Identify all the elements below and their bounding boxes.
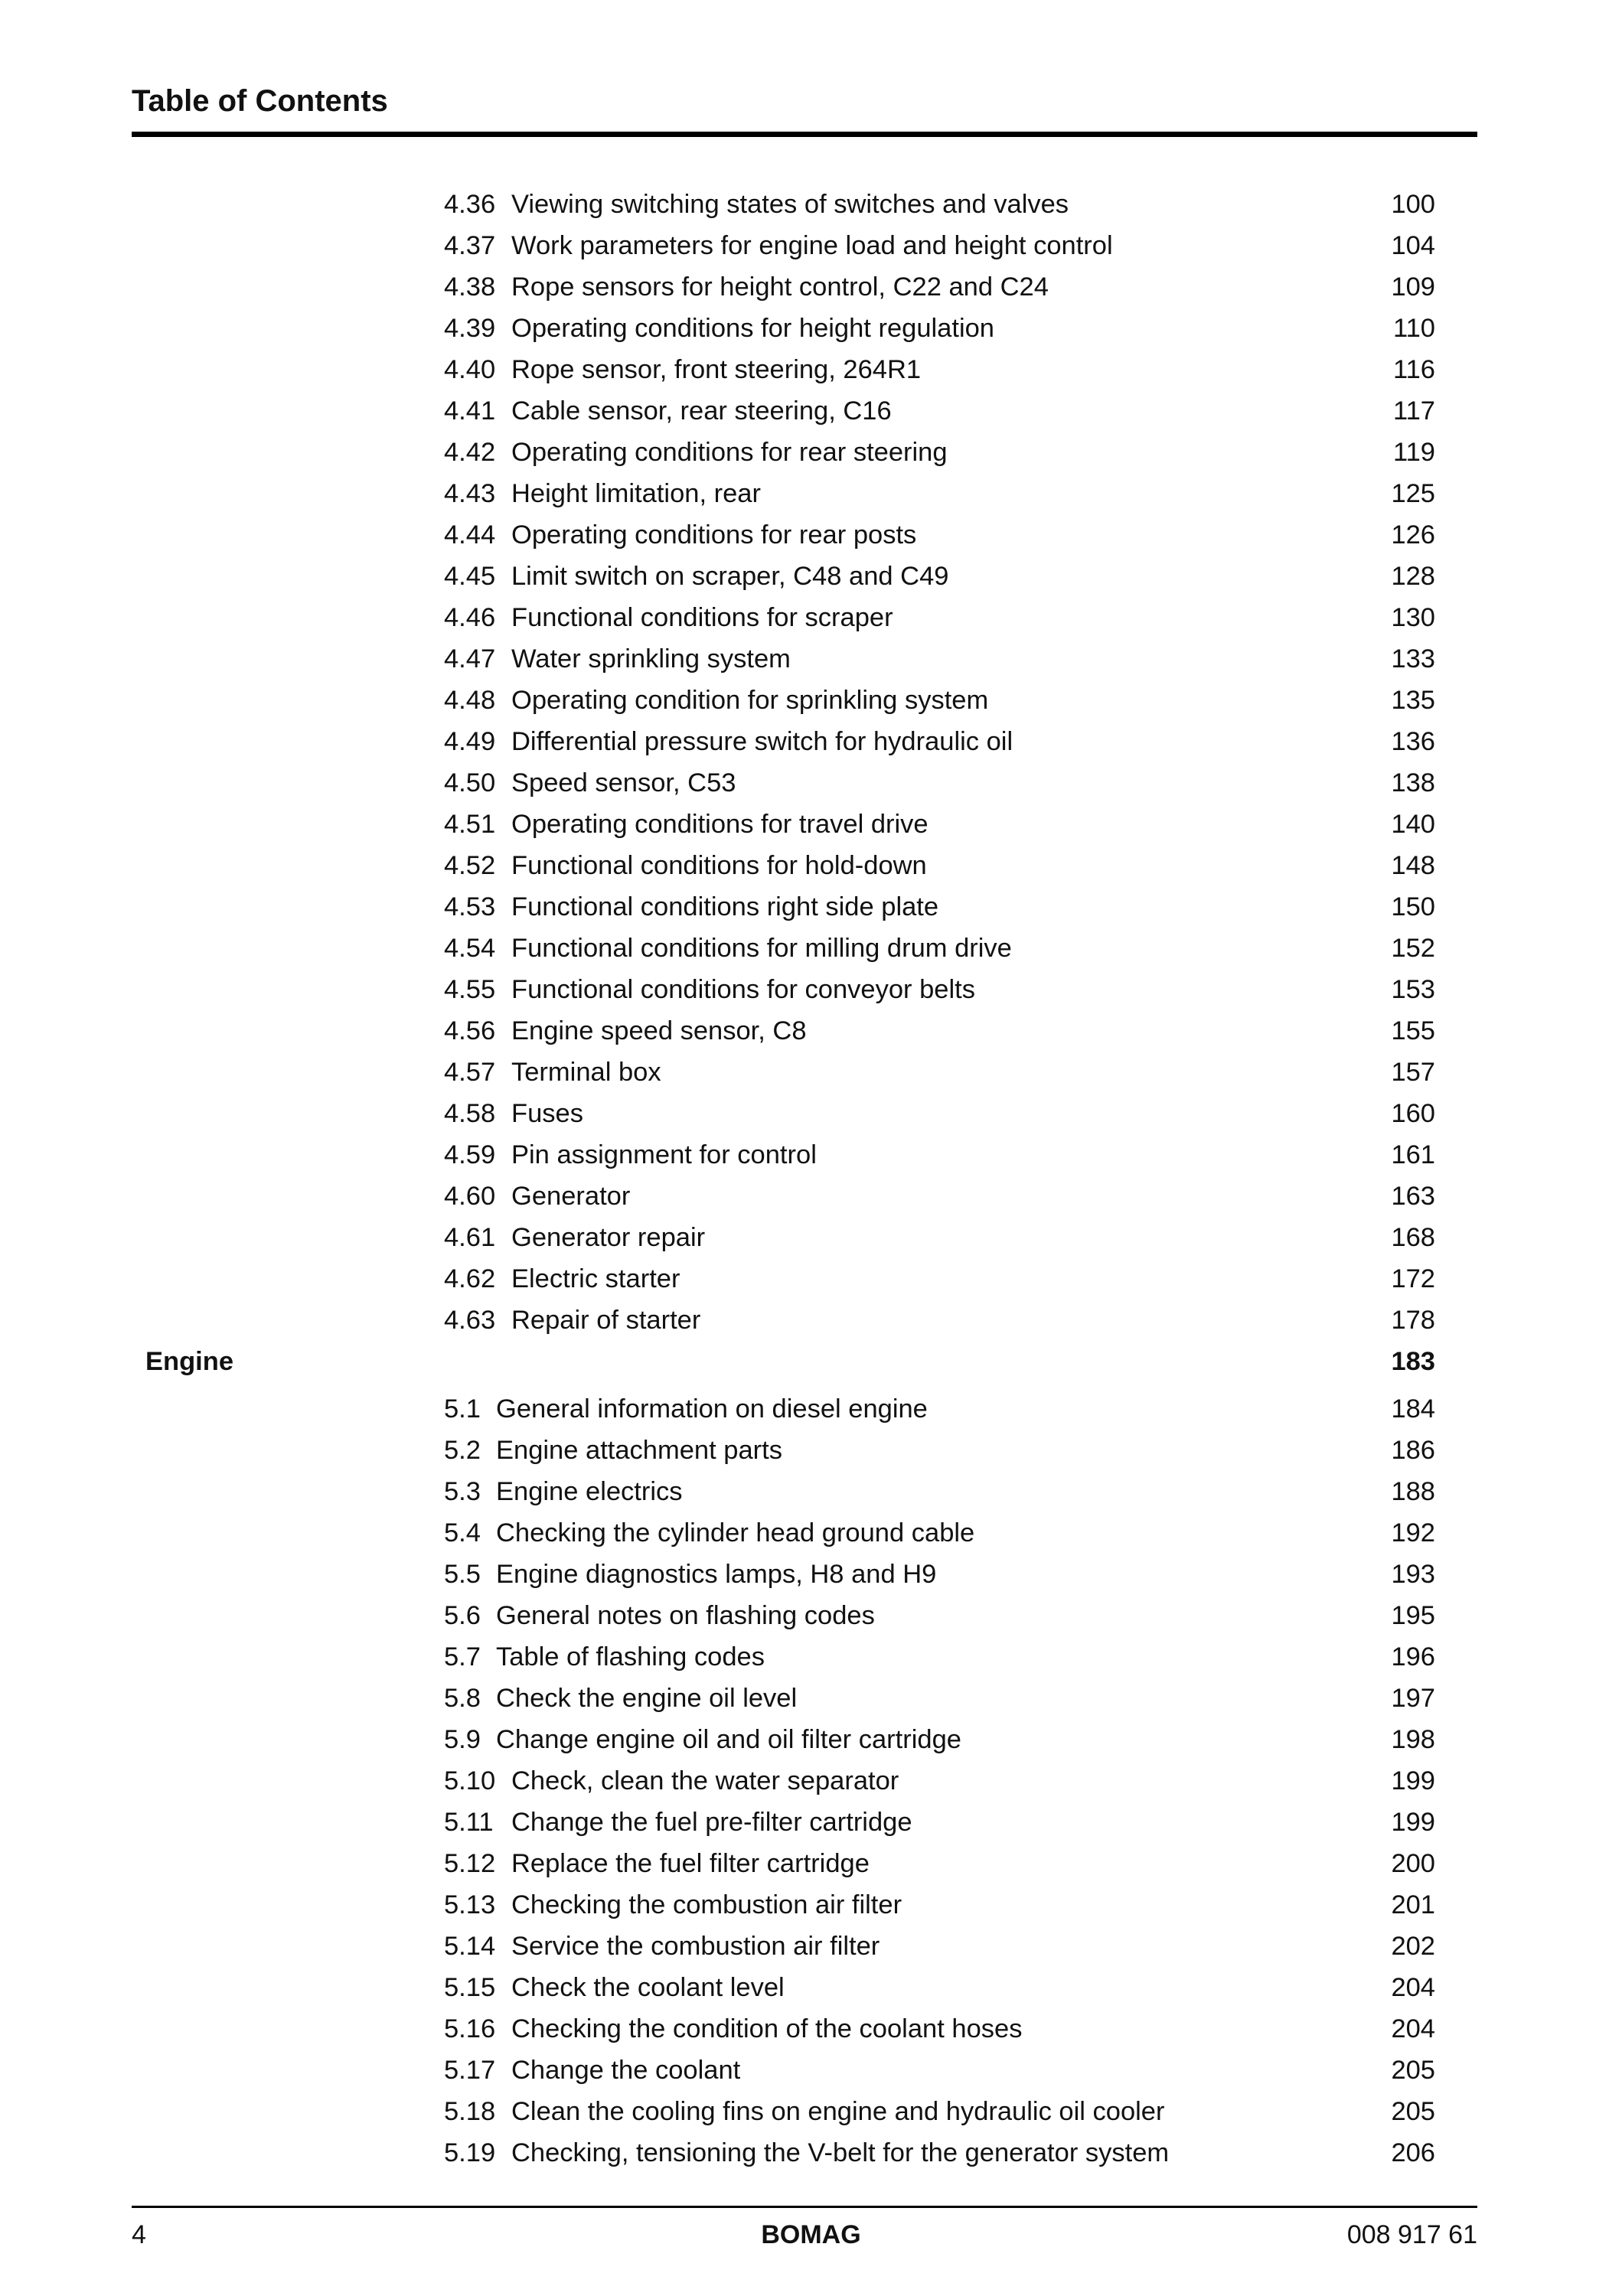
toc-entry-number: 5.10	[444, 1766, 496, 1795]
toc-entry[interactable]	[0, 432, 1622, 473]
toc-entry-title: Change the fuel pre-filter cartridge	[511, 1808, 912, 1837]
toc-entry-page: 157	[1391, 1058, 1435, 1087]
toc-entry-title: Check the engine oil level	[496, 1684, 798, 1713]
toc-entry[interactable]	[0, 1802, 1622, 1843]
toc-entry-page: 140	[1391, 810, 1435, 839]
toc-entry-number: 4.39	[444, 314, 496, 343]
toc-entry-number: 4.55	[444, 975, 496, 1004]
toc-entry[interactable]	[0, 969, 1622, 1010]
toc-entry[interactable]	[0, 349, 1622, 390]
toc-entry[interactable]	[0, 1884, 1622, 1926]
toc-entry[interactable]	[0, 1134, 1622, 1176]
toc-entry-number: 4.50	[444, 768, 496, 797]
toc-entry-page: 196	[1391, 1642, 1435, 1671]
toc-entry-title: Change engine oil and oil filter cartridge	[496, 1725, 961, 1754]
toc-entry-page: 186	[1391, 1436, 1435, 1465]
toc-entry-page: 100	[1391, 190, 1435, 219]
toc-entry[interactable]	[0, 1636, 1622, 1678]
toc-entry-page: 193	[1391, 1560, 1435, 1589]
toc-entry-page: 153	[1391, 975, 1435, 1004]
toc-entry-number: 4.48	[444, 686, 496, 715]
toc-entry-page: 117	[1392, 396, 1435, 426]
toc-entry[interactable]	[0, 390, 1622, 432]
toc-entry-page: 161	[1391, 1140, 1435, 1169]
toc-entry[interactable]	[0, 473, 1622, 514]
toc-entry-title: Terminal box	[511, 1058, 661, 1087]
toc-entry-number: 4.40	[444, 355, 496, 384]
toc-chapter-entry[interactable]	[0, 1341, 1622, 1382]
toc-entry-page: 148	[1391, 851, 1435, 880]
toc-entry-page: 133	[1391, 644, 1435, 673]
toc-entry-page: 150	[1391, 892, 1435, 921]
toc-entry-number: 5.7	[444, 1642, 481, 1671]
toc-entry[interactable]	[0, 2050, 1622, 2091]
toc-entry-page: 202	[1391, 1932, 1435, 1961]
toc-entry-number: 5.14	[444, 1932, 496, 1961]
toc-entry-number: 4.58	[444, 1099, 496, 1128]
toc-entry-title: Checking, tensioning the V-belt for the generator system	[511, 2138, 1170, 2167]
toc-entry-number: 4.43	[444, 479, 496, 508]
toc-entry-number: 4.47	[444, 644, 496, 673]
toc-entry-number: 4.36	[444, 190, 496, 219]
toc-entry-number: 4.63	[444, 1306, 496, 1335]
toc-entry[interactable]	[0, 225, 1622, 266]
toc-entry-title: Engine speed sensor, C8	[511, 1016, 807, 1045]
toc-entry-number: 5.11	[444, 1808, 494, 1837]
toc-entry[interactable]	[0, 308, 1622, 349]
toc-entry-title: Checking the cylinder head ground cable	[496, 1518, 975, 1548]
toc-entry-title: Repair of starter	[511, 1306, 701, 1335]
toc-entry-number: 5.4	[444, 1518, 481, 1548]
toc-entry[interactable]	[0, 1430, 1622, 1471]
toc-entry-number: 5.16	[444, 2014, 496, 2043]
footer-brand: BOMAG	[761, 2220, 861, 2249]
toc-entry-number: 4.59	[444, 1140, 496, 1169]
toc-entry-page: 138	[1391, 768, 1435, 797]
toc-entry-page: 110	[1392, 314, 1435, 343]
toc-entry-number: 5.13	[444, 1890, 496, 1919]
toc-entry-title: Functional conditions right side plate	[511, 892, 939, 921]
toc-entry-page: 130	[1391, 603, 1435, 632]
toc-entry-number: 5.15	[444, 1973, 496, 2002]
footer-page-number: 4	[132, 2220, 146, 2249]
toc-entry-page: 119	[1392, 438, 1435, 467]
toc-entry[interactable]	[0, 1926, 1622, 1967]
toc-entry-title: Differential pressure switch for hydraulic oil	[511, 727, 1013, 756]
toc-entry[interactable]	[0, 1217, 1622, 1258]
toc-entry-title: Operating conditions for height regulation	[511, 314, 994, 343]
toc-entry[interactable]	[0, 1471, 1622, 1512]
toc-entry-title: Pin assignment for control	[511, 1140, 817, 1169]
toc-entry-title: Functional conditions for conveyor belts	[511, 975, 975, 1004]
toc-entry[interactable]	[0, 886, 1622, 928]
toc-entry-title: Table of flashing codes	[496, 1642, 765, 1671]
toc-entry-number: 5.9	[444, 1725, 481, 1754]
toc-entry[interactable]	[0, 1719, 1622, 1760]
toc-entry-number: 4.41	[444, 396, 496, 426]
toc-entry-title: Functional conditions for hold-down	[511, 851, 927, 880]
toc-entry[interactable]	[0, 1258, 1622, 1300]
toc-entry[interactable]	[0, 266, 1622, 308]
toc-entry-number: 4.45	[444, 562, 496, 591]
toc-entry-page: 163	[1391, 1182, 1435, 1211]
toc-entry-page: 206	[1391, 2138, 1435, 2167]
toc-entry-number: 4.42	[444, 438, 496, 467]
toc-entry-title: Operating conditions for travel drive	[511, 810, 928, 839]
toc-entry-title: Operating condition for sprinkling system	[511, 686, 989, 715]
toc-chapter-page: 183	[1391, 1347, 1435, 1376]
toc-entry[interactable]	[0, 1678, 1622, 1719]
toc-entry-number: 5.3	[444, 1477, 481, 1506]
toc-entry[interactable]	[0, 1967, 1622, 2008]
toc-entry-title: Cable sensor, rear steering, C16	[511, 396, 892, 426]
toc-entry-number: 5.18	[444, 2097, 496, 2126]
toc-entry-number: 4.38	[444, 272, 496, 302]
toc-entry[interactable]	[0, 721, 1622, 762]
toc-entry-number: 4.61	[444, 1223, 496, 1252]
toc-entry-title: Clean the cooling fins on engine and hydraulic oil cooler	[511, 2097, 1165, 2126]
toc-entry-title: Engine electrics	[496, 1477, 683, 1506]
toc-entry[interactable]	[0, 1052, 1622, 1093]
toc-entry[interactable]	[0, 1010, 1622, 1052]
toc-entry[interactable]	[0, 1843, 1622, 1884]
toc-entry-number: 4.51	[444, 810, 496, 839]
toc-entry-title: Functional conditions for milling drum drive	[511, 934, 1012, 963]
toc-chapter-title: Engine	[145, 1347, 234, 1376]
toc-entry-number: 5.8	[444, 1684, 481, 1713]
toc-entry-title: Rope sensors for height control, C22 and C24	[511, 272, 1049, 302]
toc-entry-page: 197	[1391, 1684, 1435, 1713]
toc-entry-page: 200	[1391, 1849, 1435, 1878]
toc-entry[interactable]	[0, 2091, 1622, 2132]
toc-entry-title: Work parameters for engine load and height control	[511, 231, 1113, 260]
toc-entry-page: 126	[1391, 520, 1435, 550]
toc-entry-page: 109	[1391, 272, 1435, 302]
toc-entry-title: Height limitation, rear	[511, 479, 761, 508]
toc-entry-title: Replace the fuel filter cartridge	[511, 1849, 870, 1878]
toc-entry-page: 204	[1391, 2014, 1435, 2043]
toc-entry-page: 205	[1391, 2097, 1435, 2126]
toc-entry-number: 4.44	[444, 520, 496, 550]
toc-entry-page: 155	[1391, 1016, 1435, 1045]
toc-entry-title: Electric starter	[511, 1264, 680, 1293]
toc-entry-title: Fuses	[511, 1099, 583, 1128]
toc-entry-page: 168	[1391, 1223, 1435, 1252]
toc-entry-number: 4.52	[444, 851, 496, 880]
toc-entry-number: 5.1	[444, 1394, 481, 1424]
toc-entry-title: Rope sensor, front steering, 264R1	[511, 355, 922, 384]
toc-entry[interactable]	[0, 928, 1622, 969]
toc-entry[interactable]	[0, 680, 1622, 721]
toc-entry[interactable]	[0, 845, 1622, 886]
toc-entry-page: 172	[1391, 1264, 1435, 1293]
toc-entry-title: General notes on flashing codes	[496, 1601, 875, 1630]
toc-entry-page: 152	[1391, 934, 1435, 963]
toc-entry[interactable]	[0, 1176, 1622, 1217]
toc-entry-number: 5.6	[444, 1601, 481, 1630]
footer-divider	[132, 2206, 1477, 2208]
toc-entry-page: 192	[1391, 1518, 1435, 1548]
toc-entry-number: 5.2	[444, 1436, 481, 1465]
toc-entry-title: Limit switch on scraper, C48 and C49	[511, 562, 949, 591]
toc-entry[interactable]	[0, 1760, 1622, 1802]
toc-entry[interactable]	[0, 1388, 1622, 1430]
toc-entry-page: 104	[1391, 231, 1435, 260]
toc-entry-number: 4.37	[444, 231, 496, 260]
toc-entry[interactable]	[0, 184, 1622, 225]
toc-entry[interactable]	[0, 762, 1622, 804]
toc-entry-number: 4.46	[444, 603, 496, 632]
toc-entry-page: 188	[1391, 1477, 1435, 1506]
toc-entry-page: 195	[1391, 1601, 1435, 1630]
toc-entry[interactable]	[0, 597, 1622, 638]
toc-entry[interactable]	[0, 1595, 1622, 1636]
toc-entry-page: 199	[1391, 1808, 1435, 1837]
toc-entry-title: Change the coolant	[511, 2056, 741, 2085]
toc-entry-number: 4.56	[444, 1016, 496, 1045]
toc-entry-title: Service the combustion air filter	[511, 1932, 880, 1961]
toc-entry[interactable]	[0, 638, 1622, 680]
toc-entry-page: 205	[1391, 2056, 1435, 2085]
toc-entry-page: 199	[1391, 1766, 1435, 1795]
toc-entry-number: 5.12	[444, 1849, 496, 1878]
toc-entry-number: 4.62	[444, 1264, 496, 1293]
toc-entry[interactable]	[0, 556, 1622, 597]
toc-entry-number: 5.5	[444, 1560, 481, 1589]
toc-entry-number: 5.19	[444, 2138, 496, 2167]
toc-entry-page: 128	[1391, 562, 1435, 591]
toc-entry[interactable]	[0, 804, 1622, 845]
toc-entry[interactable]	[0, 1300, 1622, 1341]
toc-entry-page: 198	[1391, 1725, 1435, 1754]
toc-entry-title: Checking the condition of the coolant hoses	[511, 2014, 1023, 2043]
toc-entry-title: Functional conditions for scraper	[511, 603, 893, 632]
toc-entry-title: Check, clean the water separator	[511, 1766, 899, 1795]
footer-document-number: 008 917 61	[1346, 2220, 1477, 2249]
toc-entry-number: 4.60	[444, 1182, 496, 1211]
toc-entry-title: Generator repair	[511, 1223, 706, 1252]
toc-entry[interactable]	[0, 2132, 1622, 2174]
toc-entry-number: 4.57	[444, 1058, 496, 1087]
toc-entry-number: 4.53	[444, 892, 496, 921]
toc-entry-page: 201	[1391, 1890, 1435, 1919]
toc-entry-number: 4.49	[444, 727, 496, 756]
toc-entry-title: Engine diagnostics lamps, H8 and H9	[496, 1560, 937, 1589]
toc-entry[interactable]	[0, 1554, 1622, 1595]
toc-entry-number: 5.17	[444, 2056, 496, 2085]
toc-entry-title: Viewing switching states of switches and valves	[511, 190, 1069, 219]
toc-entry-page: 204	[1391, 1973, 1435, 2002]
toc-entry-title: Operating conditions for rear posts	[511, 520, 917, 550]
toc-entry-title: Operating conditions for rear steering	[511, 438, 948, 467]
toc-entry-title: Engine attachment parts	[496, 1436, 782, 1465]
toc-entry-title: Generator	[511, 1182, 631, 1211]
toc-entry-title: Check the coolant level	[511, 1973, 785, 2002]
toc-entry-title: Speed sensor, C53	[511, 768, 736, 797]
toc-entry[interactable]	[0, 514, 1622, 556]
toc-entry[interactable]	[0, 1512, 1622, 1554]
toc-entry-page: 136	[1391, 727, 1435, 756]
toc-entry-page: 160	[1391, 1099, 1435, 1128]
toc-entry-title: Water sprinkling system	[511, 644, 791, 673]
toc-entry-page: 184	[1391, 1394, 1435, 1424]
toc-entry-page: 125	[1391, 479, 1435, 508]
page-title: Table of Contents	[132, 84, 388, 118]
toc-entry-title: General information on diesel engine	[496, 1394, 928, 1424]
toc-entry-title: Checking the combustion air filter	[511, 1890, 902, 1919]
toc-entry-page: 135	[1391, 686, 1435, 715]
toc-entry[interactable]	[0, 2008, 1622, 2050]
toc-entry-page: 178	[1391, 1306, 1435, 1335]
toc-entry-page: 116	[1392, 355, 1435, 384]
toc-entry[interactable]	[0, 1093, 1622, 1134]
toc-entry-number: 4.54	[444, 934, 496, 963]
